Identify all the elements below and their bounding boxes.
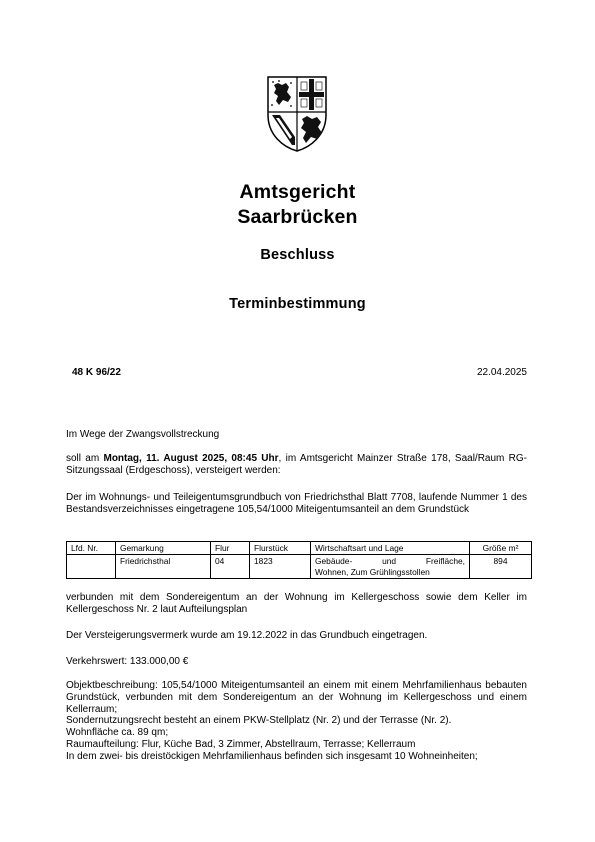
court-name-line2: Saarbrücken — [237, 206, 358, 228]
connected-text: verbunden mit dem Sondereigentum an der Wohnung im Kellergeschoss sowie dem Keller im Kellergeschoss Nr. 2 laut Aufteilungsplan — [66, 592, 527, 615]
registration-text: Der Versteigerungsvermerk wurde am 19.12.2022 in das Grundbuch eingetragen. — [66, 630, 428, 641]
property-intro-text: Der im Wohnungs- und Teileigentumsgrundbuch von Friedrichsthal Blatt 7708, laufende Nummer 1 des Bestandsverzeichnisses eingetragene 105,54/1000 Miteigentumsanteil an dem Grundstück — [66, 492, 527, 515]
description-line2: Sondernutzungsrecht besteht an einem PKW-Stellplatz (Nr. 2) und der Terrasse (Nr. 2). — [66, 715, 452, 727]
table-row — [67, 555, 532, 579]
header-flurstueck: Flurstück — [250, 542, 311, 555]
description-line5: In dem zwei- bis dreistöckigen Mehrfamilienhaus befinden sich insgesamt 10 Wohneinheiten; — [66, 750, 478, 762]
market-value-text: Verkehrswert: 133.000,00 € — [66, 656, 189, 667]
cell-flurstueck: 1823 — [250, 555, 311, 579]
description-block — [66, 680, 527, 763]
intro-paragraph: Im Wege der Zwangsvollstreckung — [66, 429, 220, 440]
cell-gemarkung: Friedrichsthal — [116, 555, 211, 579]
header-flur: Flur — [211, 542, 250, 555]
cell-lfd-nr — [67, 555, 116, 579]
description-line3: Wohnfläche ca. 89 qm; — [66, 727, 169, 739]
auction-datetime: Montag, 11. August 2025, 08:45 Uhr — [103, 453, 279, 464]
registration-paragraph — [66, 630, 527, 642]
cell-wirtschaftsart — [311, 555, 470, 579]
connected-paragraph — [66, 592, 527, 616]
document-subject: Terminbestimmung — [229, 296, 366, 312]
saarland-coat-of-arms-icon — [266, 75, 328, 153]
header-lfd-nr: Lfd. Nr. — [67, 542, 116, 555]
intro-text — [66, 429, 527, 441]
land-register-table — [66, 541, 532, 579]
wirtschaftsart-line2: Wohnen, Zum Grühlingsstollen — [315, 567, 430, 577]
document-type: Beschluss — [260, 247, 335, 263]
wirtschaftsart-line1: Gebäude- und Freifläche, — [315, 556, 465, 566]
cell-flur: 04 — [211, 555, 250, 579]
table-header-row — [67, 542, 532, 555]
market-value-paragraph — [66, 656, 527, 668]
cell-groesse: 894 — [470, 555, 532, 579]
header-wirtschaftsart: Wirtschaftsart und Lage — [311, 542, 470, 555]
court-name-line1: Amtsgericht — [239, 181, 356, 203]
property-intro — [66, 492, 527, 516]
file-number: 48 K 96/22 — [72, 367, 121, 378]
auction-paragraph — [66, 453, 527, 477]
description-line4: Raumaufteilung: Flur, Küche Bad, 3 Zimmer, Abstellraum, Terrasse; Kellerraum — [66, 738, 416, 750]
header-gemarkung: Gemarkung — [116, 542, 211, 555]
document-date: 22.04.2025 — [476, 367, 527, 378]
header-groesse: Größe m² — [470, 542, 532, 555]
auction-prefix: soll am — [66, 453, 104, 464]
auction-suffix: , im Amtsgericht Mainzer Straße 178, Saal/Raum RG-Sitzungssaal (Erdgeschoss), versteigert werden: — [66, 453, 527, 476]
description-line1: Objektbeschreibung: 105,54/1000 Miteigentumsanteil an einem mit einem Mehrfamilienhaus bebauten Grundstück, verbunden mit dem Sondereigentum an der Wohnung im Kellergeschoss und einem Kellerraum; — [66, 680, 527, 715]
